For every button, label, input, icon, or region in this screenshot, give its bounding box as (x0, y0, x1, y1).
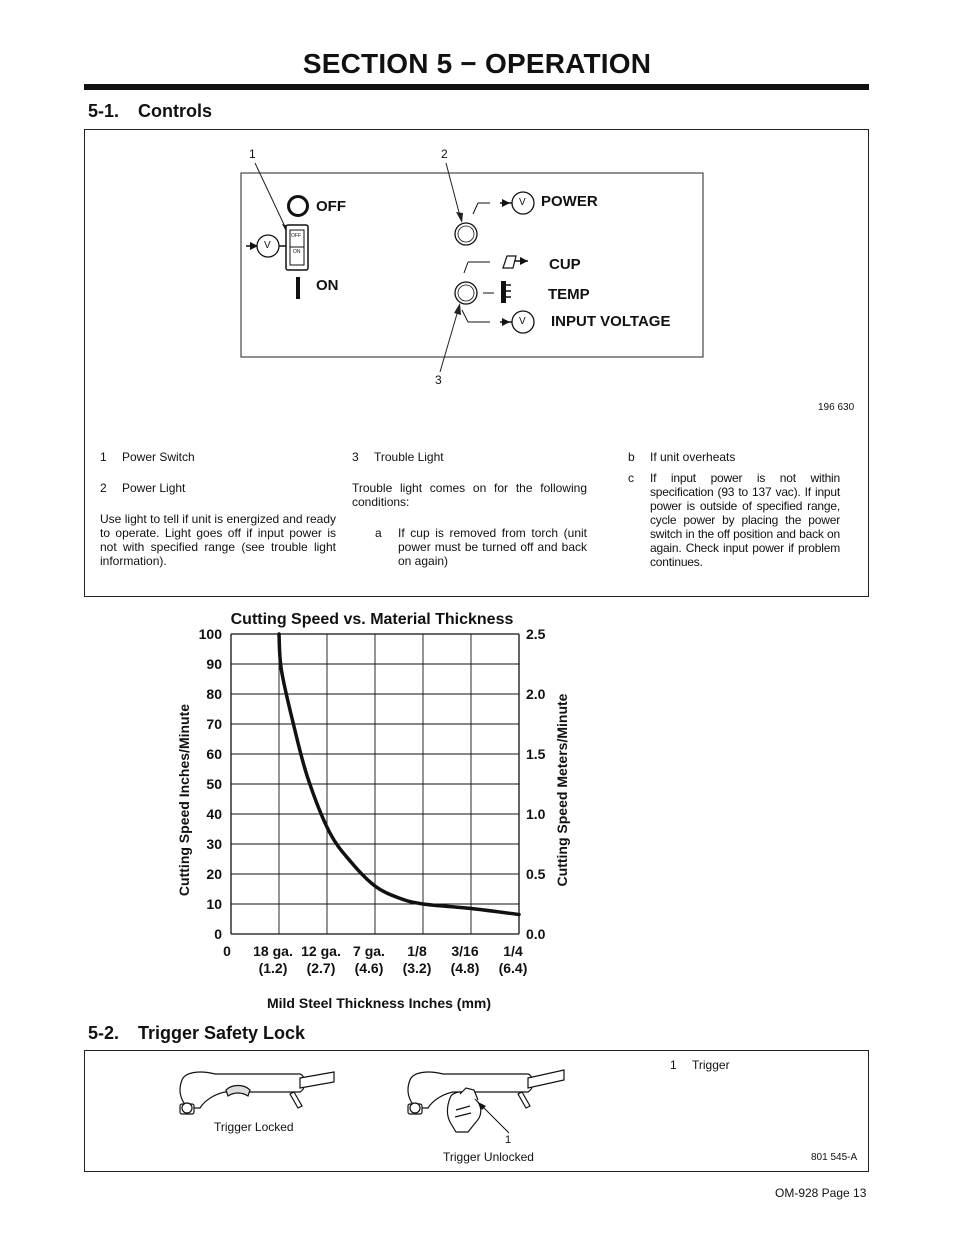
power-voltage-arrow (502, 199, 510, 207)
chart-x-tick-label: 1/8 (407, 943, 427, 959)
torch-unlocked-icon (408, 1070, 564, 1114)
cutting-speed-chart (0, 600, 954, 1020)
chart-y-tick-label: 80 (206, 686, 222, 702)
chart-y-tick-label: 70 (206, 716, 222, 732)
chart-y-right-tick-label: 0.5 (526, 866, 546, 882)
chart-x-tick-label: 12 ga. (301, 943, 341, 959)
section-title: SECTION 5 − OPERATION (302, 48, 652, 79)
legend-text: Power Switch (122, 450, 195, 464)
condition-b-key: b (628, 450, 635, 464)
torch-locked-icon (180, 1072, 334, 1114)
chart-y-label-left: Cutting Speed Inches/Minute (176, 703, 192, 897)
legend-num: 1 (670, 1058, 677, 1072)
chart-y-tick-label: 10 (206, 896, 222, 912)
off-label: OFF (316, 198, 346, 215)
chart-title: Cutting Speed vs. Material Thickness (230, 611, 514, 628)
chart-x-tick-mm-label: (4.8) (450, 960, 480, 976)
chart-x-tick-label: 3/16 (451, 943, 479, 959)
callout-3-leader (440, 307, 459, 372)
condition-c-text: If input power is not within specification (93 to 137 vac). If input power is outside of specified range, cycle power by placing the power switch in the off position and back on again. Check input power if problem continues. (650, 471, 840, 569)
chart-x-tick-mm-label: (1.2) (258, 960, 288, 976)
chart-y-tick-label: 90 (206, 656, 222, 672)
on-symbol-icon (296, 277, 300, 299)
condition-c-key: c (628, 471, 634, 485)
chart-y-right-tick-label: 2.5 (526, 626, 546, 642)
cup-leader-diag (464, 262, 468, 273)
input-voltage-arrow (502, 318, 510, 326)
chart-y-right-tick-label: 1.5 (526, 746, 546, 762)
chart-x-tick-mm-label: (3.2) (402, 960, 432, 976)
trigger-ref-number: 801 545-A (811, 1152, 858, 1163)
chart-y-tick-label: 50 (206, 776, 222, 792)
legend-num: 1 (100, 450, 107, 464)
legend-num: 3 (352, 450, 359, 464)
chart-x-tick-label: 18 ga. (253, 943, 293, 959)
legend-item-trouble-light (352, 450, 582, 466)
voltage-symbol-power: V (519, 197, 526, 208)
chart-y-right-tick-label: 0.0 (526, 926, 546, 942)
legend-text: Trouble Light (374, 450, 444, 464)
callout-1: 1 (249, 147, 256, 161)
page-footer: OM-928 Page 13 (775, 1186, 867, 1200)
chart-grid (231, 634, 519, 934)
condition-a-text: If cup is removed from torch (unit power must be turned off and back on again) (398, 526, 587, 568)
cup-label: CUP (549, 256, 581, 273)
callout-2-leader (446, 163, 461, 220)
chart-y-tick-label: 0 (214, 926, 222, 942)
chart-y-tick-label: 20 (206, 866, 222, 882)
trigger-callout-number: 1 (505, 1134, 512, 1146)
hand-pressing-trigger-icon (447, 1088, 480, 1132)
chart-y-tick-label: 40 (206, 806, 222, 822)
callout-2: 2 (441, 147, 448, 161)
on-label: ON (316, 277, 339, 294)
legend-text: Power Light (122, 481, 186, 495)
chart-x-tick-label: 0 (223, 943, 231, 959)
chart-y-tick-label: 100 (198, 626, 222, 642)
trouble-light-description: Trouble light comes on for the following conditions: (352, 481, 587, 509)
input-voltage-label: INPUT VOLTAGE (551, 313, 671, 330)
legend-item-power-switch (100, 450, 330, 466)
cutting-speed-series-line (279, 634, 519, 915)
chart-y-tick-label: 30 (206, 836, 222, 852)
chart-y-ticks-left (199, 626, 223, 942)
voltage-symbol-left: V (264, 240, 271, 251)
thermometer-icon (501, 281, 511, 303)
trigger-heading (88, 1023, 305, 1044)
trigger-callout-leader (480, 1104, 509, 1133)
condition-a-key: a (375, 526, 382, 540)
chart-y-right-tick-label: 1.0 (526, 806, 546, 822)
chart-x-ticks (223, 943, 527, 976)
switch-on-mark: ON (293, 249, 301, 255)
input-voltage-leader-diag (462, 310, 468, 322)
condition-b-text: If unit overheats (650, 450, 736, 464)
chart-x-tick-label: 7 ga. (353, 943, 385, 959)
chart-y-label-right: Cutting Speed Meters/Minute (554, 693, 570, 887)
chart-x-tick-label: 1/4 (503, 943, 523, 959)
trigger-heading-number: 5-2. (88, 1023, 120, 1043)
cup-icon (503, 256, 528, 268)
chart-y-tick-label: 60 (206, 746, 222, 762)
legend-num: 2 (100, 481, 107, 495)
legend-text: Trigger (692, 1058, 730, 1072)
temp-label: TEMP (548, 286, 590, 303)
power-light-leader (473, 203, 478, 214)
controls-ref-number: 196 630 (818, 402, 855, 413)
power-light-description: Use light to tell if unit is energized and ready to operate. Light goes off if input power is not with specified range (see trouble light information). (100, 512, 336, 568)
power-label: POWER (541, 193, 598, 210)
legend-item-trigger (670, 1058, 790, 1074)
control-panel-diagram (0, 0, 954, 400)
callout-2-arrow (456, 212, 463, 223)
legend-item-power-light (100, 481, 330, 497)
chart-x-tick-mm-label: (6.4) (498, 960, 528, 976)
trigger-unlocked-label: Trigger Unlocked (443, 1150, 534, 1164)
voltage-symbol-input: V (519, 316, 526, 327)
switch-off-mark: OFF (291, 233, 301, 239)
controls-heading-number: 5-1. (88, 101, 120, 121)
callout-3-arrow (454, 303, 461, 315)
controls-heading-text: Controls (138, 101, 212, 121)
chart-y-right-tick-label: 2.0 (526, 686, 546, 702)
chart-x-tick-mm-label: (4.6) (354, 960, 384, 976)
trigger-heading-text: Trigger Safety Lock (138, 1023, 306, 1043)
chart-x-label: Mild Steel Thickness Inches (mm) (266, 995, 492, 1011)
callout-3: 3 (435, 373, 442, 387)
chart-y-ticks-right (526, 626, 546, 942)
trigger-locked-label: Trigger Locked (214, 1120, 294, 1134)
chart-x-tick-mm-label: (2.7) (306, 960, 336, 976)
off-symbol-icon (289, 197, 308, 216)
